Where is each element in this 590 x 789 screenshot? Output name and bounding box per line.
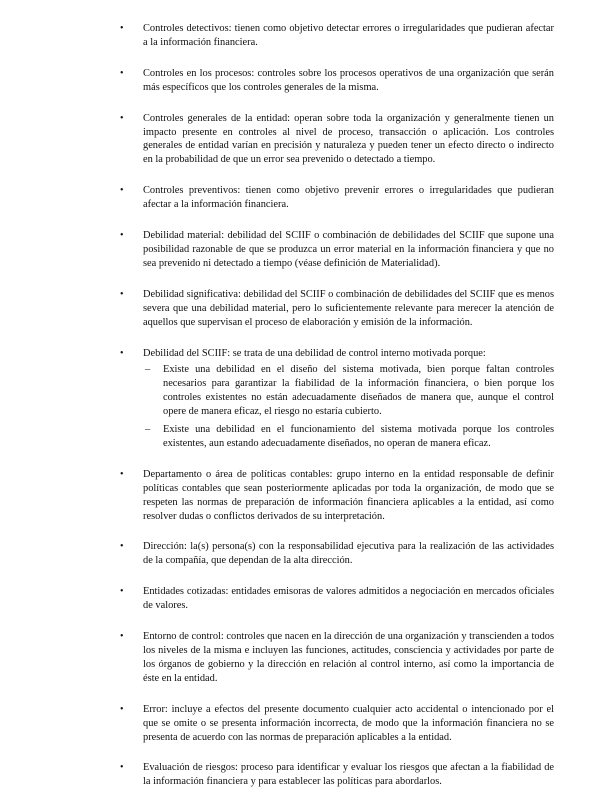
definition-text: Entidades cotizadas: entidades emisoras de valores admitidos a negociación en mercados oficiales de valores. — [143, 586, 554, 612]
definition-text: Dirección: la(s) persona(s) con la responsabilidad ejecutiva para la realización de las actividades de la compañía, que dependan de la alta dirección. — [143, 541, 554, 567]
definitions-list — [120, 22, 554, 789]
bullet-icon: • — [120, 185, 124, 197]
dash-icon: – — [145, 424, 151, 436]
bullet-icon: • — [120, 347, 124, 359]
bullet-icon: • — [120, 468, 124, 480]
bullet-icon: • — [120, 586, 124, 598]
definition-text: Debilidad significativa: debilidad del SCIIF o combinación de debilidades del SCIIF que es menos severa que una debilidad material, pero lo suficientemente relevante para merecer la atención de aquellos que supervisan el proceso de elaboración y emisión de la información. — [143, 288, 554, 328]
sub-list-item — [143, 363, 554, 419]
sub-list — [143, 363, 554, 450]
list-item — [120, 761, 554, 789]
list-item — [120, 288, 554, 330]
list-item — [120, 184, 554, 212]
bullet-icon: • — [120, 230, 124, 242]
definition-text: Error: incluye a efectos del presente documento cualquier acto accidental o intencionado por el que se omite o se presenta información incorrecta, de modo que la información financiera no se presenta de acuerdo con las normas de preparación aplicables a la entidad. — [143, 703, 554, 743]
bullet-icon: • — [120, 703, 124, 715]
sub-item-text: Existe una debilidad en el diseño del sistema motivada, bien porque faltan controles necesarios para garantizar la fiabilidad de la información financiera, o bien porque los controles existentes no están adecuadamente diseñados de manera que, aunque el control opere de manera eficaz, el riesgo no estaría cubierto. — [163, 364, 554, 418]
list-item — [120, 630, 554, 686]
definition-text: Controles detectivos: tienen como objetivo detectar errores o irregularidades que pudieran afectar a la información financiera. — [143, 23, 554, 48]
bullet-icon: • — [120, 112, 124, 124]
definition-text: Debilidad material: debilidad del SCIIF o combinación de debilidades del SCIIF que supone una posibilidad razonable de que se produzca un error material en la información financiera y que no sea prevenido ni detectado a tiempo (véase definición de Materialidad). — [143, 230, 554, 269]
definition-text: Controles en los procesos: controles sobre los procesos operativos de una organización que serán más específicos que los controles generales de la misma. — [143, 67, 554, 93]
list-item — [120, 703, 554, 745]
list-item — [120, 540, 554, 568]
list-item — [120, 22, 554, 50]
bullet-icon: • — [120, 762, 124, 774]
definition-text: Debilidad del SCIIF: se trata de una debilidad de control interno motivada porque: — [143, 347, 486, 359]
definition-text: Departamento o área de políticas contables: grupo interno en la entidad responsable de definir políticas contables que sean posteriormente aplicadas por toda la organización, de modo que se respeten las normas de preparación de información financiera aplicables a la entidad, así como resolver dudas o conflictos derivados de su interpretación. — [143, 468, 554, 522]
dash-icon: – — [145, 364, 151, 376]
list-item — [120, 67, 554, 95]
definition-text: Controles preventivos: tienen como objetivo prevenir errores o irregularidades que pudieran afectar a la información financiera. — [143, 185, 554, 211]
definition-text: Entorno de control: controles que nacen en la dirección de una organización y transcienden a todos los niveles de la misma e incluyen las funciones, actitudes, consciencia y actividades por parte de los órganos de gobierno y la dirección en relación al control interno, así como la importancia de éste en la entidad. — [143, 631, 554, 684]
definition-text: Controles generales de la entidad: operan sobre toda la organización y generalmente tienen un impacto presente en controles al nivel de proceso, transacción o aplicación. Los controles generales de entidad varían en precisión y naturaleza y pueden tener un efecto directo o indirecto en la probabilidad de que un error sea prevenido o detectado a tiempo. — [143, 112, 554, 166]
bullet-icon: • — [120, 288, 124, 300]
bullet-icon: • — [120, 541, 124, 553]
sub-list-item — [143, 423, 554, 451]
list-item — [120, 468, 554, 524]
list-item — [120, 112, 554, 168]
definition-text: Evaluación de riesgos: proceso para identificar y evaluar los riesgos que afectan a la fiabilidad de la información financiera y para establecer las políticas para abordarlos. — [143, 762, 554, 788]
list-item — [120, 347, 554, 451]
bullet-icon: • — [120, 631, 124, 643]
sub-item-text: Existe una debilidad en el funcionamiento del sistema motivada porque los controles existentes, aun estando adecuadamente diseñados, no operan de manera eficaz. — [163, 424, 554, 449]
bullet-icon: • — [120, 67, 124, 79]
bullet-icon: • — [120, 23, 124, 34]
list-item — [120, 229, 554, 271]
list-item — [120, 585, 554, 613]
